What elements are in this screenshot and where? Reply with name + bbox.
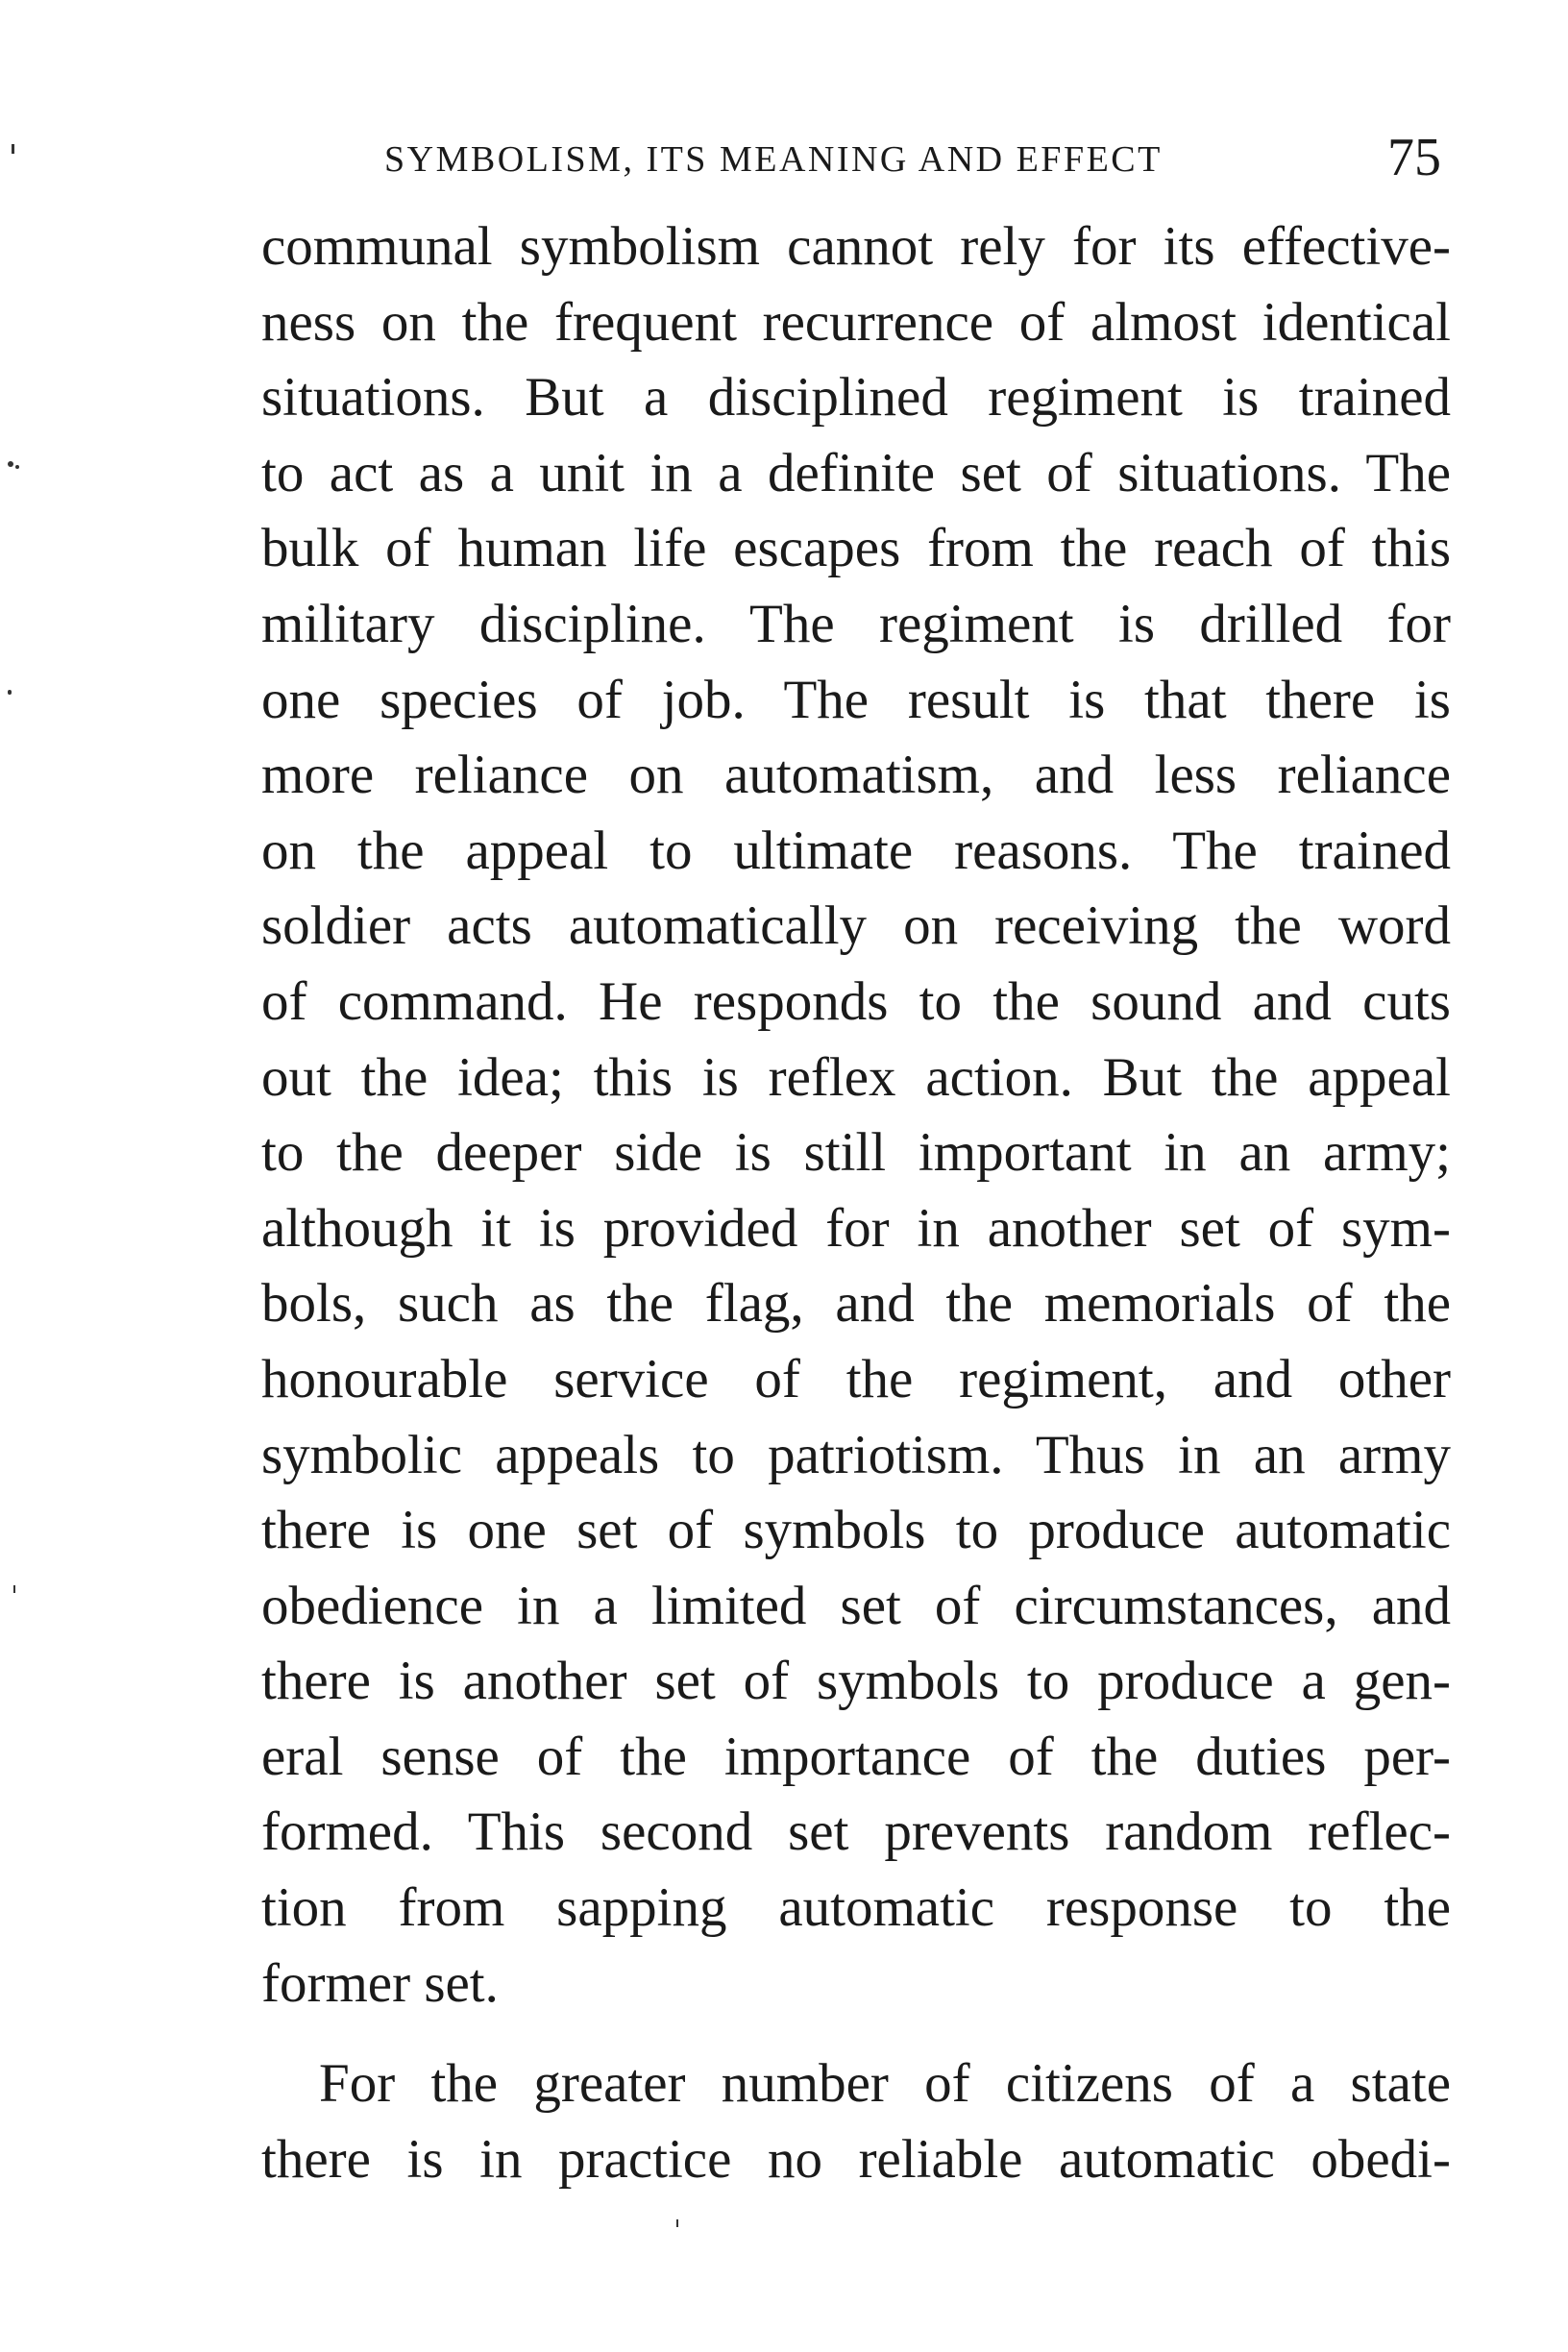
scan-speck [8,461,13,467]
scan-speck [8,690,12,695]
text-line: there is one set of symbols to produce automatic [261,1500,1451,1561]
text-line: former set. [261,1952,499,2014]
text-line: of command. He responds to the sound and cuts [261,970,1451,1032]
scan-speck [13,1585,15,1593]
text-line: bols, such as the flag, and the memorials of the [261,1273,1451,1335]
page-number: 75 [1387,128,1441,187]
text-line: honourable service of the regiment, and other [261,1348,1451,1409]
paragraph [261,2046,1451,2197]
scan-speck [15,465,19,469]
text-line: more reliance on automatism, and less reliance [261,745,1451,806]
body-text [261,209,1451,2197]
scan-speck [12,144,14,154]
text-line: out the idea; this is reflex action. But the appeal [261,1046,1451,1108]
text-line: eral sense of the importance of the duties per- [261,1726,1451,1787]
text-line: symbolic appeals to patriotism. Thus in an army [261,1424,1451,1485]
running-head [384,128,1480,190]
text-line: ness on the frequent recurrence of almost identical [261,291,1451,353]
text-line: to act as a unit in a definite set of situations. The [261,442,1451,503]
text-line: For the greater number of citizens of a state [319,2053,1451,2115]
text-line: there is another set of symbols to produce a gen- [261,1651,1451,1712]
text-line: on the appeal to ultimate reasons. The trained [261,820,1451,881]
text-line: tion from sapping automatic response to the [261,1877,1451,1939]
text-line: there is in practice no reliable automatic obedi- [261,2128,1451,2190]
text-line: although it is provided for in another set of sym- [261,1197,1451,1259]
scan-speck [676,2219,678,2227]
paragraph-gap [261,2021,1451,2046]
text-line: communal symbolism cannot rely for its effective- [261,216,1451,277]
text-line: bulk of human life escapes from the reach of this [261,518,1451,579]
running-title: SYMBOLISM, ITS MEANING AND EFFECT [384,139,1163,180]
text-line: situations. But a disciplined regiment is trained [261,367,1451,429]
text-line: to the deeper side is still important in an army; [261,1122,1451,1184]
text-line: formed. This second set prevents random reflec- [261,1801,1451,1863]
text-line: one species of job. The result is that there is [261,669,1451,730]
text-line: military discipline. The regiment is drilled for [261,593,1451,654]
paragraph [261,209,1451,2021]
text-line: obedience in a limited set of circumstances, and [261,1575,1451,1636]
text-line: soldier acts automatically on receiving the word [261,895,1451,957]
